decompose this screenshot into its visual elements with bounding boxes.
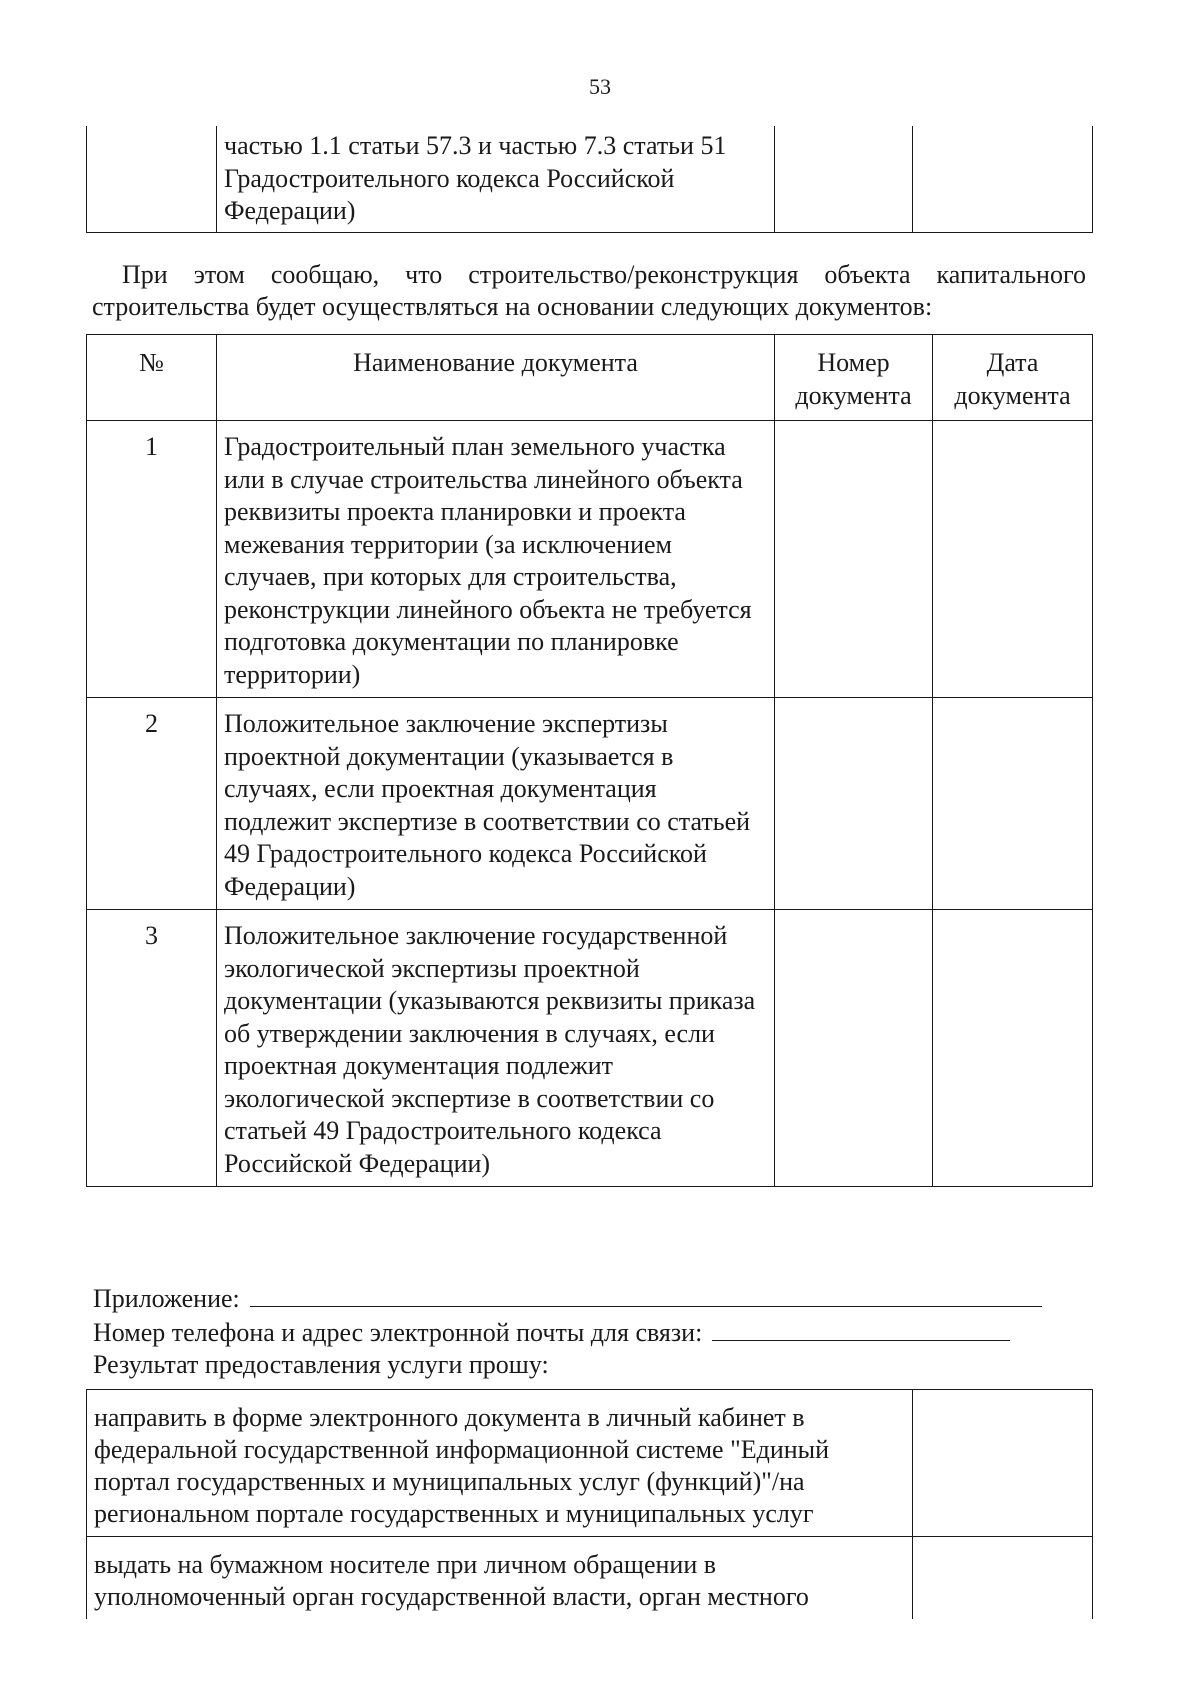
row-doc-number-cell[interactable]: [775, 910, 933, 1187]
row-doc-number-cell[interactable]: [775, 698, 933, 910]
continuation-table: [86, 126, 1093, 233]
result-options-table: [86, 1389, 1093, 1619]
result-label: Результат предоставления услуги прошу:: [93, 1350, 549, 1379]
contact-input[interactable]: [712, 1316, 1010, 1341]
result-option-mark-cell[interactable]: [913, 1537, 1093, 1620]
row-doc-number-cell[interactable]: [775, 126, 913, 232]
attachment-label: Приложение:: [93, 1284, 240, 1313]
result-option-text: выдать на бумажном носителе при личном обращении в уполномоченный орган государственной власти, орган местного: [87, 1537, 913, 1620]
table-row: [87, 698, 1093, 910]
contact-label: Номер телефона и адрес электронной почты для связи:: [93, 1317, 703, 1347]
result-line: [93, 1349, 1093, 1382]
row-doc-date-cell[interactable]: [933, 910, 1093, 1187]
attachment-input[interactable]: [250, 1282, 1042, 1307]
header-document-number: Номер документа: [775, 335, 933, 421]
table-row: [87, 910, 1093, 1187]
row-number-cell: [87, 126, 217, 232]
row-number-cell: 3: [87, 910, 217, 1187]
row-doc-date-cell[interactable]: [933, 421, 1093, 698]
result-option-text: направить в форме электронного документа в личный кабинет в федеральной государственной информационной системе "Единый портал государственных и муниципальных услуг (функций)"/на региональном портале государственных и муниципальных услуг: [87, 1390, 913, 1537]
intro-paragraph: При этом сообщаю, что строительство/реконструкция объекта капитального строительства будет осуществляться на основании следующих документов:: [92, 260, 1086, 321]
form-fields: [93, 1282, 1093, 1382]
row-number-cell: 1: [87, 421, 217, 698]
result-option-mark-cell[interactable]: [913, 1390, 1093, 1537]
row-document-name-cell: Положительное заключение государственной экологической экспертизы проектной документации (указываются реквизиты приказа об утверждении заключения в случаях, если проектная документация подлежит экологической экспертизе в соответствии со статьей 49 Градостроительного кодекса Российской Федерации): [217, 910, 775, 1187]
documents-table: [86, 334, 1093, 1187]
table-row: [87, 1537, 1093, 1620]
row-doc-date-cell[interactable]: [933, 698, 1093, 910]
row-doc-date-cell[interactable]: [913, 126, 1093, 232]
page-number: 53: [589, 74, 611, 99]
attachment-line: [93, 1282, 1093, 1316]
header-number: №: [87, 335, 217, 421]
row-doc-number-cell[interactable]: [775, 421, 933, 698]
table-row: [87, 421, 1093, 698]
row-document-name-cell: Градостроительный план земельного участка или в случае строительства линейного объекта реквизиты проекта планировки и проекта межевания территории (за исключением случаев, при которых для строительства, реконструкции линейного объекта не требуется подготовка документации по планировке территории): [217, 421, 775, 698]
row-text-cell: частью 1.1 статьи 57.3 и частью 7.3 статьи 51 Градостроительного кодекса Российской Федерации): [217, 126, 775, 232]
header-document-name: Наименование документа: [217, 335, 775, 421]
table-row: [87, 126, 1093, 232]
table-row: [87, 1390, 1093, 1537]
header-document-date: Дата документа: [933, 335, 1093, 421]
row-number-cell: 2: [87, 698, 217, 910]
table-header-row: [87, 335, 1093, 421]
row-document-name-cell: Положительное заключение экспертизы проектной документации (указывается в случаях, если проектная документация подлежит экспертизе в соответствии со статьей 49 Градостроительного кодекса Российской Федерации): [217, 698, 775, 910]
contact-line: [93, 1316, 1093, 1350]
